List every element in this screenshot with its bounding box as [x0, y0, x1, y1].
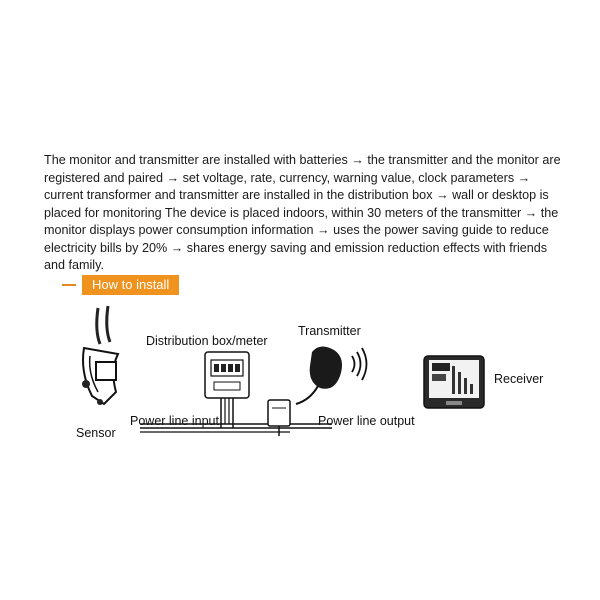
how-to-install-header	[62, 275, 179, 295]
transmitter-label: Transmitter	[298, 324, 361, 338]
distribution-box-label: Distribution box/meter	[146, 334, 268, 348]
receiver-icon	[424, 356, 484, 408]
breaker-icon	[268, 400, 290, 436]
power-line-output-label: Power line output	[318, 414, 415, 428]
sensor-icon	[82, 306, 118, 405]
receiver-label: Receiver	[494, 372, 544, 386]
installation-diagram	[0, 300, 600, 460]
how-to-install-title: How to install	[82, 275, 179, 295]
transmitter-icon	[296, 346, 342, 404]
sensor-label: Sensor	[76, 426, 116, 440]
header-dash	[62, 284, 76, 286]
power-line-input-label: Power line input	[130, 414, 219, 428]
wireless-signal-icon	[352, 348, 367, 380]
install-description: The monitor and transmitter are installed with batteries → the transmitter and the monitor are registered and paired → set voltage, rate, currency, warning value, clock parameters → current transformer and transmitter are installed in the distribution box → wall or desktop is placed for monitoring The device is placed indoors, within 30 meters of the transmitter → the monitor displays power consumption information → uses the power saving guide to reduce electricity bills by 20% → shares energy saving and emission reduction effects with friends and family.	[44, 153, 561, 272]
